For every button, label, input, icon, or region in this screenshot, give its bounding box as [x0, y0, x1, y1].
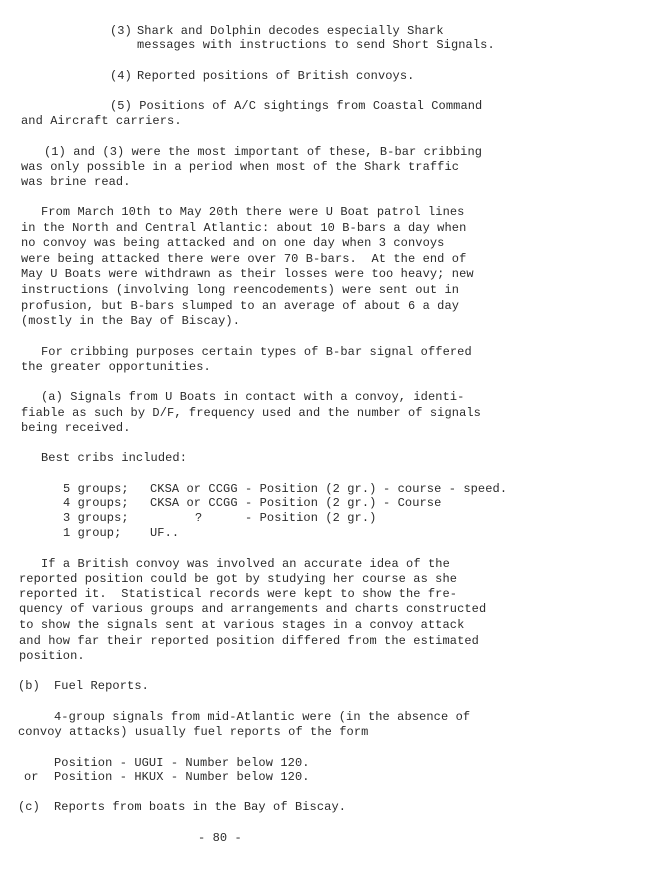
paragraph-line: Best cribs included:	[41, 451, 188, 465]
item-number: (3)	[110, 24, 132, 38]
paragraph-line: (mostly in the Bay of Biscay).	[21, 314, 241, 328]
paragraph-line: May U Boats were withdrawn as their losses were too heavy; new	[21, 267, 474, 281]
paragraph-line: position.	[19, 649, 85, 663]
fuel-form-line: Position - HKUX - Number below 120.	[54, 770, 310, 784]
crib-rest: - course - speed.	[383, 482, 508, 496]
paragraph-line: instructions (involving long reencodements) were sent out in	[21, 283, 460, 297]
crib-position: - Position (2 gr.)	[245, 511, 377, 525]
crib-groups: 4 groups;	[63, 496, 129, 510]
crib-prefix: CKSA or CCGG	[150, 482, 238, 496]
crib-position: - Position (2 gr.)	[245, 496, 377, 510]
section-title: Reports from boats in the Bay of Biscay.	[54, 800, 347, 814]
paragraph-line: in the North and Central Atlantic: about 10 B-bars a day when	[21, 221, 467, 235]
paragraph-line: quency of various groups and arrangements and charts constructed	[19, 602, 487, 616]
paragraph-line: reported it. Statistical records were kept to show the fre-	[19, 587, 458, 601]
crib-groups: 5 groups;	[63, 482, 129, 496]
paragraph-line: convoy attacks) usually fuel reports of the form	[18, 725, 369, 739]
crib-prefix: CKSA or CCGG	[150, 496, 238, 510]
item-text: messages with instructions to send Short Signals.	[137, 38, 495, 52]
item-text: Reported positions of British convoys.	[137, 69, 415, 83]
paragraph-line: no convoy was being attacked and on one day when 3 convoys	[21, 236, 445, 250]
paragraph-line: (a) Signals from U Boats in contact with a convoy, identi-	[41, 390, 465, 404]
paragraph-line: If a British convoy was involved an accurate idea of the	[41, 557, 450, 571]
paragraph-line: (1) and (3) were the most important of these, B-bar cribbing	[44, 145, 483, 159]
paragraph-line: 4-group signals from mid-Atlantic were (in the absence of	[54, 710, 471, 724]
crib-position: - Position (2 gr.)	[245, 482, 377, 496]
item-text: and Aircraft carriers.	[21, 114, 182, 128]
paragraph-line: was brine read.	[21, 175, 131, 189]
item-text: Shark and Dolphin decodes especially Shark	[137, 24, 444, 38]
paragraph-line: being received.	[21, 421, 131, 435]
paragraph-line: and how far their reported position differed from the estimated	[19, 634, 479, 648]
page-number: - 80 -	[198, 831, 242, 845]
crib-prefix: UF..	[150, 526, 180, 540]
section-label: (c)	[18, 800, 40, 814]
paragraph-line: reported position could be got by studying her course as she	[19, 572, 458, 586]
item-text: (5) Positions of A/C sightings from Coastal Command	[110, 99, 483, 113]
or-label: or	[24, 770, 39, 784]
crib-rest: - Course	[383, 496, 442, 510]
paragraph-line: were being attacked there were over 70 B-bars. At the end of	[21, 252, 467, 266]
crib-groups: 1 group;	[63, 526, 122, 540]
paragraph-line: For cribbing purposes certain types of B-bar signal offered	[41, 345, 472, 359]
paragraph-line: was only possible in a period when most of the Shark traffic	[21, 160, 460, 174]
paragraph-line: the greater opportunities.	[21, 360, 211, 374]
section-title: Fuel Reports.	[54, 679, 149, 693]
item-number: (4)	[110, 69, 132, 83]
paragraph-line: profusion, but B-bars slumped to an average of about 6 a day	[21, 299, 460, 313]
section-label: (b)	[18, 679, 40, 693]
crib-groups: 3 groups;	[63, 511, 129, 525]
paragraph-line: From March 10th to May 20th there were U Boat patrol lines	[41, 205, 465, 219]
paragraph-line: fiable as such by D/F, frequency used and the number of signals	[21, 406, 481, 420]
paragraph-line: to show the signals sent at various stages in a convoy attack	[19, 618, 465, 632]
crib-prefix: ?	[195, 511, 203, 525]
fuel-form-line: Position - UGUI - Number below 120.	[54, 756, 310, 770]
